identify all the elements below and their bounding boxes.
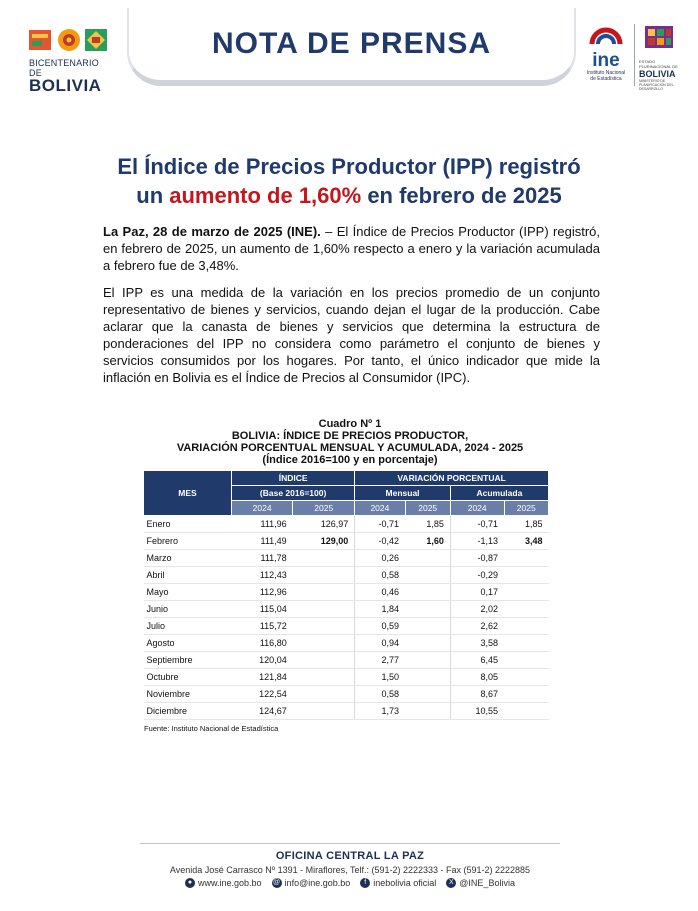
- cell-acumulada-2024: 8,67: [450, 686, 504, 703]
- cell-acumulada-2024: -0,71: [450, 516, 504, 533]
- headline-prefix: un: [136, 183, 170, 208]
- table-row: [144, 550, 549, 567]
- bicentenario-emblem-icon: [29, 28, 109, 52]
- x-icon: X: [446, 878, 456, 888]
- cell-mensual-2025: [405, 618, 450, 635]
- footer-address: Avenida José Carrasco Nº 1391 - Miraflores, Telf.: (591-2) 2222333 - Fax (591-2) 2222885: [169, 865, 531, 875]
- bicentenario-line1: BICENTENARIO DE: [29, 58, 99, 78]
- headline: [60, 152, 638, 210]
- cell-indice-2025: 126,97: [293, 516, 355, 533]
- cell-indice-2024: 120,04: [232, 652, 293, 669]
- caption-subtitle: VARIACIÓN PORCENTUAL MENSUAL Y ACUMULADA, 2024 - 2025: [176, 442, 524, 454]
- gov-sub1: ESTADO PLURINACIONAL DE: [639, 59, 678, 69]
- cell-indice-2024: 115,04: [232, 601, 293, 618]
- footer-email[interactable]: [272, 878, 351, 888]
- page-title: NOTA DE PRENSA: [211, 27, 492, 60]
- cell-mensual-2025: [405, 584, 450, 601]
- cell-mensual-2025: [405, 686, 450, 703]
- cell-indice-2025: [293, 567, 355, 584]
- cell-acumulada-2025: 3,48: [504, 533, 548, 550]
- cell-mes: Julio: [144, 618, 232, 635]
- cell-mes: Marzo: [144, 550, 232, 567]
- cell-acumulada-2024: 2,02: [450, 601, 504, 618]
- table-row: [144, 533, 549, 550]
- headline-line2: [60, 181, 638, 210]
- footer-email-text: info@ine.gob.bo: [284, 878, 351, 888]
- caption-number: Cuadro Nº 1: [318, 418, 382, 430]
- cell-indice-2024: 121,84: [232, 669, 293, 686]
- cell-mensual-2024: 1,73: [355, 703, 405, 720]
- cell-mensual-2024: 2,77: [355, 652, 405, 669]
- table-row: [144, 516, 549, 533]
- cell-indice-2024: 122,54: [232, 686, 293, 703]
- cell-indice-2024: 111,96: [232, 516, 293, 533]
- header-base: (Base 2016=100): [232, 486, 355, 501]
- cell-indice-2025: [293, 652, 355, 669]
- cell-indice-2024: 115,72: [232, 618, 293, 635]
- table-source: Fuente: Instituto Nacional de Estadística: [144, 724, 279, 733]
- cell-mes: Enero: [144, 516, 232, 533]
- cell-acumulada-2024: 8,05: [450, 669, 504, 686]
- cell-mensual-2025: [405, 567, 450, 584]
- cell-mes: Diciembre: [144, 703, 232, 720]
- bicentenario-line2: BOLIVIA: [29, 76, 102, 95]
- headline-line1: El Índice de Precios Productor (IPP) registró: [117, 154, 581, 179]
- table-body: [144, 516, 549, 720]
- cell-mes: Septiembre: [144, 652, 232, 669]
- cell-mensual-2025: [405, 669, 450, 686]
- cell-indice-2024: 116,80: [232, 635, 293, 652]
- cell-indice-2025: [293, 635, 355, 652]
- cell-acumulada-2024: 6,45: [450, 652, 504, 669]
- cell-acumulada-2024: -0,87: [450, 550, 504, 567]
- cell-mensual-2024: 1,50: [355, 669, 405, 686]
- footer-web-text: www.ine.gob.bo: [198, 878, 262, 888]
- cell-acumulada-2025: [504, 703, 548, 720]
- header-year: 2025: [504, 501, 548, 516]
- cell-acumulada-2025: [504, 601, 548, 618]
- cell-mes: Mayo: [144, 584, 232, 601]
- table-row: [144, 652, 549, 669]
- header-year: 2025: [293, 501, 355, 516]
- header-mensual: Mensual: [355, 486, 451, 501]
- ipp-table: [143, 470, 549, 720]
- cell-mensual-2024: 0,26: [355, 550, 405, 567]
- footer-web[interactable]: [185, 878, 262, 888]
- cell-mes: Octubre: [144, 669, 232, 686]
- cell-indice-2025: [293, 550, 355, 567]
- table-row: [144, 703, 549, 720]
- cell-acumulada-2025: [504, 686, 548, 703]
- ine-sub2: de Estadística: [590, 76, 622, 82]
- footer-facebook[interactable]: [360, 878, 436, 888]
- cell-indice-2025: [293, 601, 355, 618]
- footer-title: OFICINA CENTRAL LA PAZ: [275, 850, 425, 862]
- footer-links: [140, 878, 560, 888]
- government-logo: [634, 24, 684, 91]
- cell-indice-2025: [293, 584, 355, 601]
- cell-mes: Febrero: [144, 533, 232, 550]
- cell-indice-2025: [293, 703, 355, 720]
- cell-mensual-2025: [405, 703, 450, 720]
- cell-mensual-2025: 1,85: [405, 516, 450, 533]
- cell-mensual-2024: 0,58: [355, 686, 405, 703]
- cell-acumulada-2024: -0,29: [450, 567, 504, 584]
- cell-mensual-2024: -0,42: [355, 533, 405, 550]
- globe-icon: ●: [185, 878, 195, 888]
- cell-mensual-2024: 1,84: [355, 601, 405, 618]
- paragraph-lead: [103, 223, 600, 274]
- table-row: [144, 669, 549, 686]
- header-year: 2024: [450, 501, 504, 516]
- header-year: 2024: [232, 501, 293, 516]
- ine-logo: [585, 24, 627, 86]
- table-row: [144, 601, 549, 618]
- cell-indice-2024: 124,67: [232, 703, 293, 720]
- cell-acumulada-2025: [504, 618, 548, 635]
- header-year: 2024: [355, 501, 405, 516]
- ine-sub1: Instituto Nacional: [586, 70, 626, 76]
- cell-acumulada-2024: -1,13: [450, 533, 504, 550]
- cell-acumulada-2024: 3,58: [450, 635, 504, 652]
- table-row: [144, 584, 549, 601]
- cell-indice-2025: [293, 618, 355, 635]
- gov-bolivia: BOLIVIA: [639, 69, 676, 79]
- table-caption: [120, 418, 580, 466]
- bicentenario-logo: [29, 28, 109, 95]
- footer-divider: [140, 843, 560, 844]
- cell-acumulada-2025: [504, 550, 548, 567]
- paragraph-definition: El IPP es una medida de la variación en los precios promedio de un conjunto representativo de bienes y servicios, cuando dejan el lugar de la producción. Cabe aclarar que la canasta de bienes y servicios que determina la estructura de ponderaciones del IPP no considera como parámetro el conjunto de bienes y servicios consumidos por los hogares. Por tanto, el único indicador que mide la inflación en Bolivia es el Índice de Precios al Consumidor (IPC).: [103, 285, 600, 385]
- headline-highlight: aumento de 1,60%: [169, 183, 362, 208]
- cell-indice-2024: 112,96: [232, 584, 293, 601]
- cell-acumulada-2025: [504, 584, 548, 601]
- ine-emblem-icon: [589, 24, 623, 46]
- cell-acumulada-2025: 1,85: [504, 516, 548, 533]
- table-row: [144, 567, 549, 584]
- cell-indice-2024: 111,49: [232, 533, 293, 550]
- cell-mensual-2024: 0,94: [355, 635, 405, 652]
- ine-wordmark: ine: [592, 50, 620, 71]
- cell-acumulada-2024: 0,17: [450, 584, 504, 601]
- table-row: [144, 686, 549, 703]
- header-year: 2025: [405, 501, 450, 516]
- header-acumulada: Acumulada: [450, 486, 548, 501]
- cell-mes: Agosto: [144, 635, 232, 652]
- cell-mensual-2025: 1,60: [405, 533, 450, 550]
- dateline: La Paz, 28 de marzo de 2025 (INE).: [103, 224, 321, 239]
- cell-indice-2025: [293, 669, 355, 686]
- paragraph-lead-text: – El Índice de Precios Productor (IPP) registró, en febrero de 2025, un aumento de 1,60% respecto a enero y la variación acumulada a febrero fue de 3,48%.: [103, 224, 600, 273]
- footer-x[interactable]: [446, 878, 515, 888]
- cell-acumulada-2025: [504, 652, 548, 669]
- cell-mes: Abril: [144, 567, 232, 584]
- header-variacion: VARIACIÓN PORCENTUAL: [355, 471, 549, 486]
- cell-indice-2025: [293, 686, 355, 703]
- cell-mensual-2025: [405, 652, 450, 669]
- cell-mes: Noviembre: [144, 686, 232, 703]
- caption-title: BOLIVIA: ÍNDICE DE PRECIOS PRODUCTOR,: [231, 430, 469, 442]
- cell-indice-2025: 129,00: [293, 533, 355, 550]
- cell-acumulada-2025: [504, 669, 548, 686]
- facebook-icon: f: [360, 878, 370, 888]
- footer-facebook-text: inebolivia oficial: [373, 878, 437, 888]
- cell-mensual-2024: 0,46: [355, 584, 405, 601]
- table-row: [144, 618, 549, 635]
- cell-mes: Junio: [144, 601, 232, 618]
- cell-mensual-2025: [405, 635, 450, 652]
- header-indice: ÍNDICE: [232, 471, 355, 486]
- table-row: [144, 635, 549, 652]
- government-shield-icon: [639, 24, 679, 50]
- cell-indice-2024: 112,43: [232, 567, 293, 584]
- cell-acumulada-2025: [504, 567, 548, 584]
- cell-mensual-2024: 0,58: [355, 567, 405, 584]
- cell-indice-2024: 111,78: [232, 550, 293, 567]
- cell-acumulada-2024: 2,62: [450, 618, 504, 635]
- cell-mensual-2024: -0,71: [355, 516, 405, 533]
- cell-mensual-2024: 0,59: [355, 618, 405, 635]
- email-icon: @: [273, 879, 281, 886]
- header-mes: MES: [144, 471, 232, 516]
- page-header: [0, 0, 698, 96]
- cell-mensual-2025: [405, 550, 450, 567]
- header-title-band: [127, 8, 576, 86]
- cell-acumulada-2024: 10,55: [450, 703, 504, 720]
- headline-suffix: en febrero de 2025: [361, 183, 562, 208]
- cell-mensual-2025: [405, 601, 450, 618]
- caption-units: (Índice 2016=100 y en porcentaje): [262, 454, 438, 466]
- cell-acumulada-2025: [504, 635, 548, 652]
- footer-x-text: @INE_Bolivia: [459, 878, 515, 888]
- gov-sub2: MINISTERIO DE PLANIFICACIÓN DEL DESARROLLO: [639, 79, 674, 91]
